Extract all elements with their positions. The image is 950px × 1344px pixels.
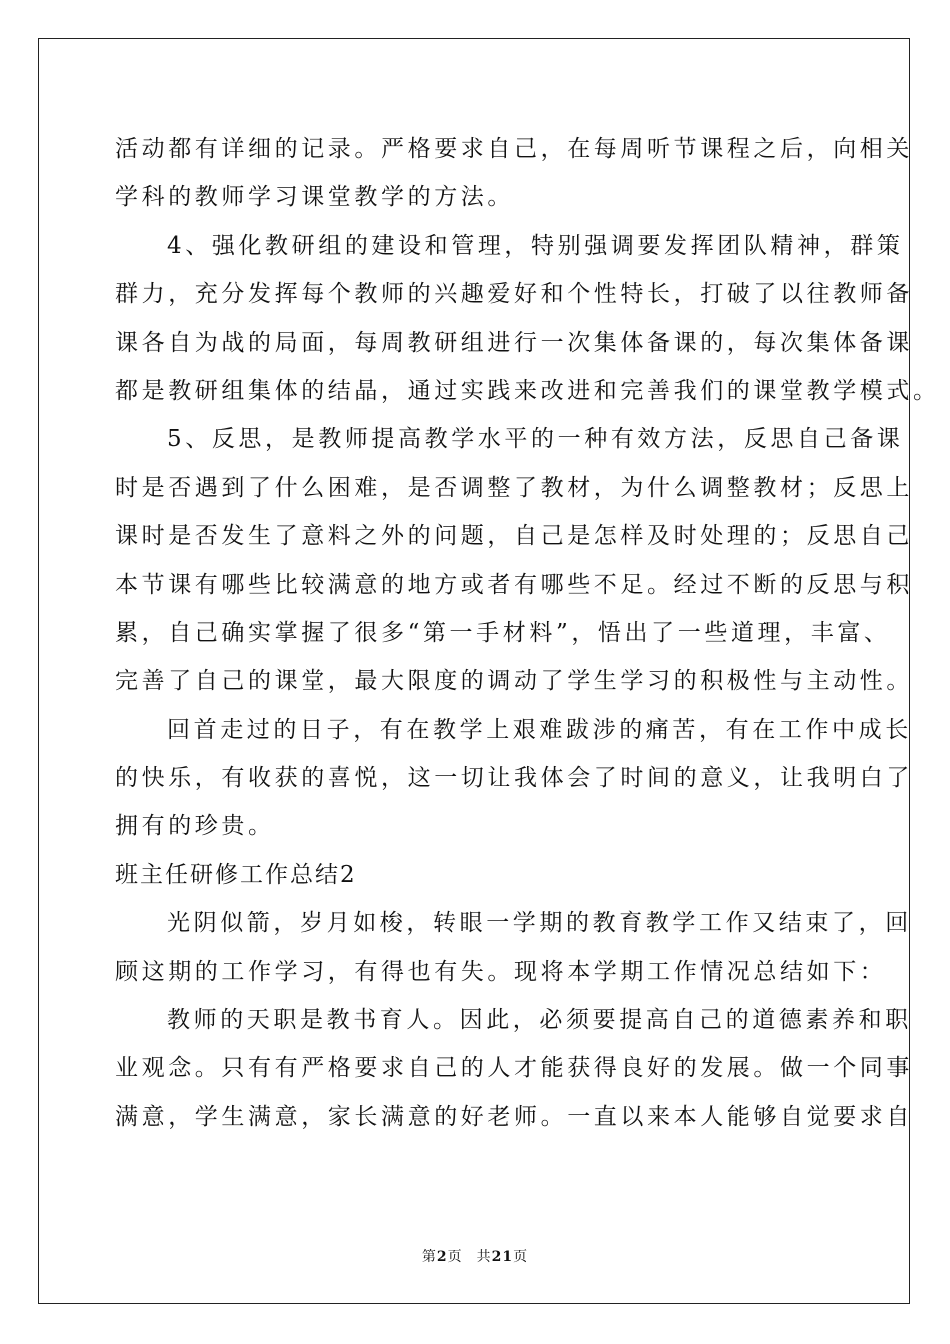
text-line: 群力，充分发挥每个教师的兴趣爱好和个性特长，打破了以往教师备 [115,281,913,308]
document-body [115,125,940,1141]
text-line: 课各自为战的局面，每周教研组进行一次集体备课的，每次集体备课 [115,329,913,356]
total-prefix: 共 [476,1249,492,1265]
text-line: 累，自己确实掌握了很多“第一手材料”，悟出了一些道理，丰富、 [115,619,891,646]
text-line: 课时是否发生了意料之外的问题，自己是怎样及时处理的；反思自己 [115,523,913,550]
text-line: 顾这期的工作学习，有得也有失。现将本学期工作情况总结如下： [115,958,887,985]
text-line: 时是否遇到了什么困难，是否调整了教材，为什么调整教材；反思上 [115,474,913,501]
paragraph-4-start: 4、强化教研组的建设和管理，特别强调要发挥团队精神，群策 [167,232,904,259]
paragraph-5-start: 5、反思，是教师提高教学水平的一种有效方法，反思自己备课 [167,426,904,453]
text-line: 满意，学生满意，家长满意的好老师。一直以来本人能够自觉要求自 [115,1103,913,1130]
text-line: 都是教研组集体的结晶，通过实践来改进和完善我们的课堂教学模式。 [115,377,940,404]
page-prefix: 第 [421,1249,437,1265]
text-line: 的快乐，有收获的喜悦，这一切让我体会了时间的意义，让我明白了 [115,765,913,792]
page-mid: 页 [447,1249,463,1265]
text-line: 学科的教师学习课堂教学的方法。 [115,184,514,211]
page-current: 2 [436,1249,448,1265]
section-heading: 班主任研修工作总结2 [115,861,357,888]
page-footer [0,1246,950,1266]
total-suffix: 页 [513,1249,529,1265]
text-line: 业观念。只有有严格要求自己的人才能获得良好的发展。做一个同事 [115,1055,913,1082]
paragraph-review-start: 回首走过的日子，有在教学上艰难跋涉的痛苦，有在工作中成长 [167,716,912,743]
paragraph-duty-start: 教师的天职是教书育人。因此，必须要提高自己的道德素养和职 [167,1007,912,1034]
paragraph-intro-start: 光阴似箭，岁月如梭，转眼一学期的教育教学工作又结束了，回 [167,910,912,937]
text-line: 拥有的珍贵。 [115,813,275,840]
text-line: 完善了自己的课堂，最大限度的调动了学生学习的积极性与主动性。 [115,668,913,695]
text-line: 本节课有哪些比较满意的地方或者有哪些不足。经过不断的反思与积 [115,571,913,598]
page-total: 21 [491,1249,514,1265]
text-line: 活动都有详细的记录。严格要求自己，在每周听节课程之后，向相关 [115,136,913,162]
